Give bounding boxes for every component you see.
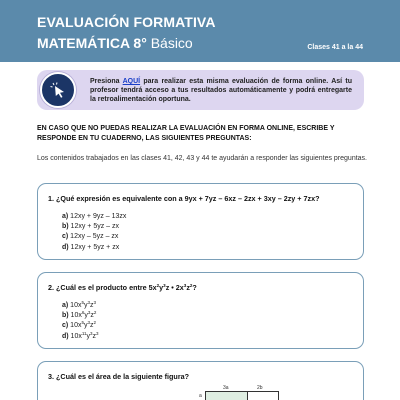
option-a: a) 12xy + 9yz – 13zx <box>62 213 127 220</box>
classes-range: Clases 41 a la 44 <box>307 44 363 51</box>
header-banner <box>0 0 400 62</box>
figure-rect-left <box>205 391 248 400</box>
instructions: EN CASO QUE NO PUEDAS REALIZAR LA EVALUACIÓN EN FORMA ONLINE, ESCRIBE Y RESPONDE EN TU CUADERNO, LAS SIGUIENTES PREGUNTAS: <box>37 125 335 142</box>
figure-rect-right <box>247 391 279 400</box>
question-2-options <box>62 301 99 342</box>
question-2-title: 2. ¿Cuál es el producto entre $5x^2y^3z$ • $2x^3z^2$? <box>48 283 197 292</box>
label-top-1: 3a <box>223 385 229 391</box>
label-side: a <box>199 393 202 399</box>
question-2 <box>37 272 364 349</box>
question-1-options <box>62 212 126 253</box>
title-line2: MATEMÁTICA 8° Básico <box>37 35 193 51</box>
question-1-title: 1. ¿Qué expresión es equivalente con a 9yx + 7yz – 6xz – 2zx + 3xy – 2zy + 7zx? <box>48 194 320 203</box>
option-c: c) 12xy – 5yz – zx <box>62 233 119 241</box>
question-3-title: 3. ¿Cuál es el área de la siguiente figura? <box>48 372 190 381</box>
label-top-2: 2b <box>257 385 263 391</box>
cursor-click-icon <box>40 72 76 108</box>
title-line1: EVALUACIÓN FORMATIVA <box>37 14 216 30</box>
option-b: b) $10x^6y^3z^2$ <box>62 310 97 320</box>
online-eval-link[interactable]: AQUÍ <box>122 78 141 85</box>
option-b: b) 12xy + 5yz – zx <box>62 223 119 231</box>
intro-text: Los contenidos trabajados en las clases 41, 42, 43 y 44 te ayudarán a responder las siguientes preguntas. <box>37 155 367 162</box>
question-3 <box>37 361 364 400</box>
option-d: d) $10x^{11}y^3z^3$ <box>62 330 99 340</box>
online-notice <box>37 70 364 110</box>
question-1 <box>37 183 364 260</box>
option-d: d) 12xy + 5yz + zx <box>62 243 120 251</box>
option-c: c) $10x^5y^3z^2$ <box>62 320 97 330</box>
option-a: a) $10x^5y^3z^3$ <box>62 300 97 309</box>
notice-text: Presiona AQUÍ para realizar esta misma evaluación de forma online. Así tu profesor tendrá acceso a tus resultados automáticamente y podrá entregarte la retroalimentación oportuna. <box>90 78 352 104</box>
